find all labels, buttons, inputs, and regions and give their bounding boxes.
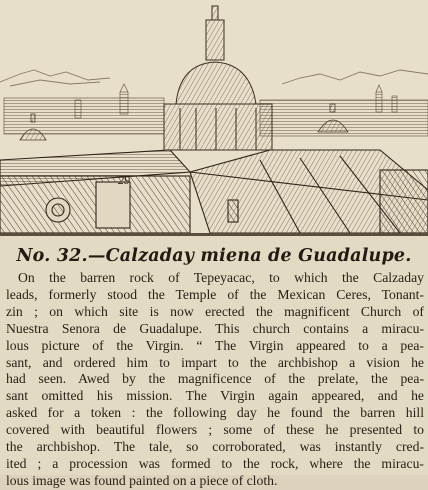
article-body — [6, 270, 424, 490]
heading-dash: — — [87, 246, 106, 266]
text-line: the archbishop. The tale, so corroborated, was instantly cred- — [6, 439, 424, 455]
text-page — [0, 236, 428, 488]
text-line: zin ; on which site is now erected the magnificent Church of — [6, 303, 424, 319]
text-line: lous picture of the Virgin. “ The Virgin appeared to a pea- — [6, 337, 424, 353]
text-line: Nuestra Senora de Guadalupe. This church contains a miracu- — [6, 320, 424, 336]
text-line: had seen. Awed by the magnificence of the prelate, the pea- — [6, 371, 424, 387]
text-line: leads, formerly stood the Temple of the Mexican Ceres, Tonant- — [6, 286, 424, 302]
text-line: asked for a token : the following day he found the barren hill — [6, 405, 424, 421]
heading-number: No. 32. — [16, 246, 88, 266]
text-line: lous image was found painted on a piece of cloth. — [6, 472, 278, 488]
text-line: covered with beautiful flowers ; some of these he presented to — [6, 422, 424, 438]
article-heading — [0, 246, 428, 266]
text-line: sant, and ordered him to impart to the archbishop a vision he — [6, 354, 424, 370]
heading-title: Calzaday miena de Guadalupe. — [105, 246, 412, 266]
engraving-illustration — [0, 0, 428, 233]
plate-marker: 29 — [118, 173, 130, 187]
text-line: ited ; a procession was formed to the rock, where the miracu- — [6, 455, 424, 471]
text-line: sant omitted his mission. The Virgin again appeared, and he — [6, 388, 424, 404]
text-line: On the barren rock of Tepeyacac, to which the Calzaday — [18, 270, 424, 285]
